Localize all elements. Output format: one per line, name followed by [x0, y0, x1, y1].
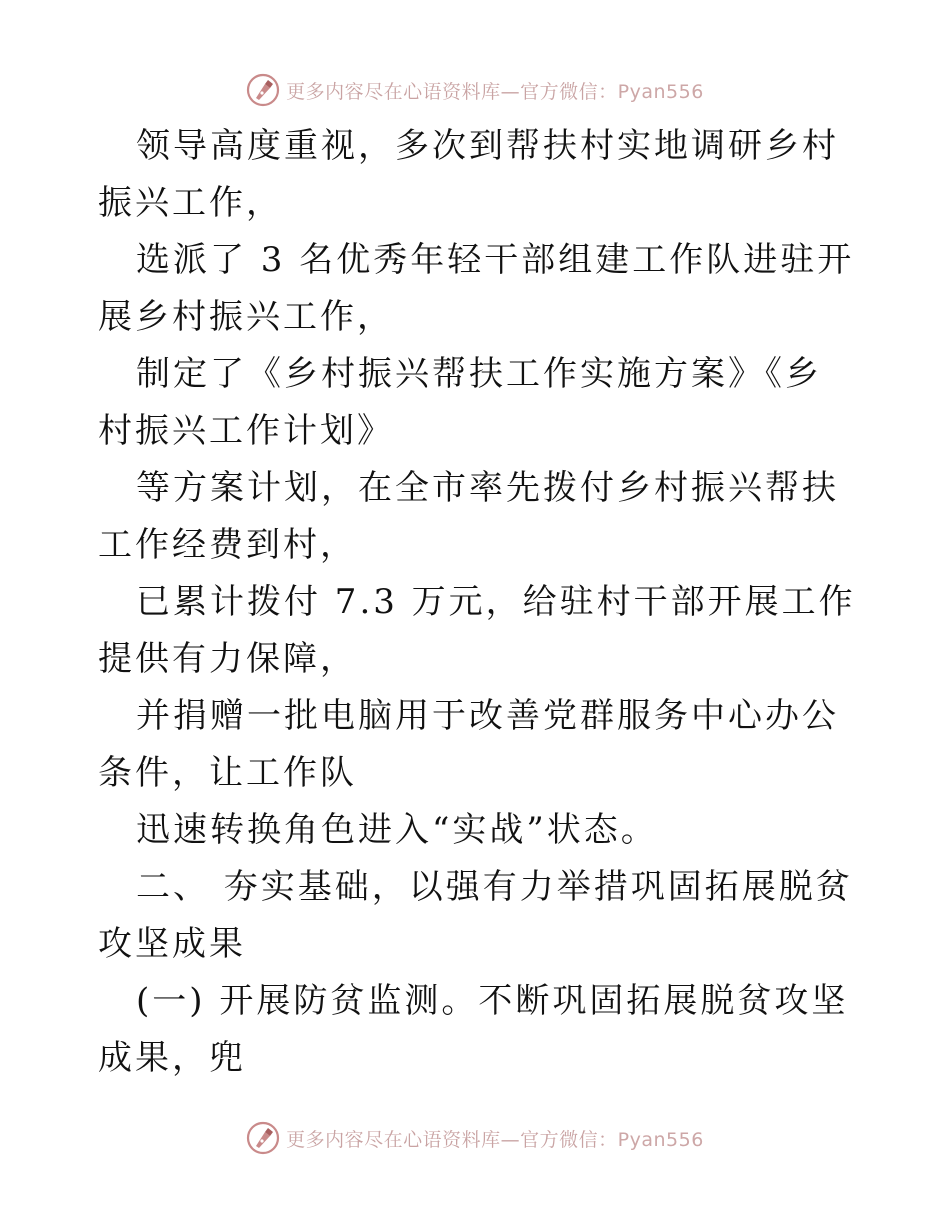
banner-text: 更多内容尽在心语资料库—官方微信： [286, 80, 618, 103]
banner-text: 更多内容尽在心语资料库—官方微信： [286, 1128, 618, 1151]
banner-wechat-id: Pyan556 [617, 1128, 704, 1151]
paragraph: (一) 开展防贫监测。不断巩固拓展脱贫攻坚成果，兜 [98, 981, 849, 1078]
pen-nib-logo-icon [246, 73, 280, 107]
paragraph: 等方案计划，在全市率先拨付乡村振兴帮扶工作经费到村， [98, 468, 839, 565]
paragraph: 并捐赠一批电脑用于改善党群服务中心办公条件，让工作队 [98, 696, 839, 793]
paragraph: 制定了《乡村振兴帮扶工作实施方案》《乡村振兴工作计划》 [98, 354, 822, 451]
banner-wechat-id: Pyan556 [617, 80, 704, 103]
paragraph: 领导高度重视，多次到帮扶村实地调研乡村振兴工作， [98, 126, 839, 223]
footer-watermark-banner [0, 1118, 950, 1158]
document-body [98, 118, 858, 1087]
pen-nib-logo-icon [246, 1121, 280, 1155]
paragraph: 已累计拨付 7.3 万元，给驻村干部开展工作提供有力保障， [98, 582, 856, 679]
paragraph: 迅速转换角色进入“实战”状态。 [136, 810, 658, 850]
header-watermark-banner [0, 70, 950, 110]
paragraph: 选派了 3 名优秀年轻干部组建工作队进驻开展乡村振兴工作， [98, 240, 855, 337]
section-heading: 二、 夯实基础，以强有力举措巩固拓展脱贫攻坚成果 [98, 867, 853, 964]
